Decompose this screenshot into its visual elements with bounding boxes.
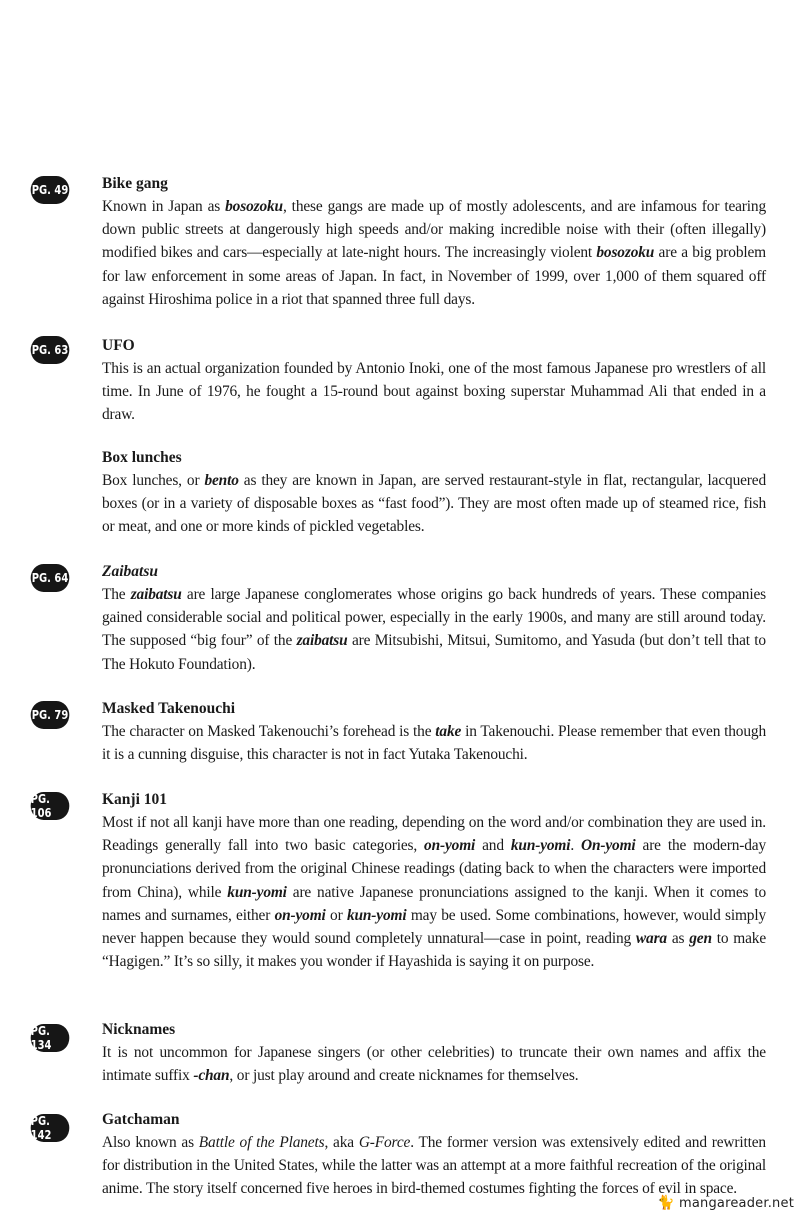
entry-title: Box lunches xyxy=(102,449,182,466)
body-text: or xyxy=(325,906,347,924)
emphasized-term: -chan xyxy=(193,1067,230,1085)
body-text: , these gangs are made up of mostly adolescents, and are infamous for tearing down public streets at dangerously high speeds and/or making incredible noise with their (often illegally) modified bikes and cars—especially at late-night hours. The increasingly violent xyxy=(102,198,766,262)
entry-body xyxy=(102,1131,766,1201)
body-text: as they are known in Japan, are served restaurant-style in flat, rectangular, lacquered boxes (or in a variety of disposable boxes as “fast food”). They are most often made up of steamed rice, fish or meat, and one or more kinds of pickled vegetables. xyxy=(102,472,767,536)
emphasized-term: kun-yomi xyxy=(510,837,571,855)
emphasized-term: gen xyxy=(689,930,712,948)
body-text: are Mitsubishi, Mitsui, Sumitomo, and Yasuda (but don’t tell that to The Hokuto Foundation). xyxy=(102,632,766,673)
entry-body xyxy=(102,720,766,766)
emphasized-term: kun-yomi xyxy=(227,883,287,901)
emphasized-term: bosozoku xyxy=(225,198,283,215)
entry-body xyxy=(102,1041,766,1087)
page-badge: PG. 79 xyxy=(31,701,70,729)
watermark xyxy=(657,1195,794,1211)
page-badge: PG. 64 xyxy=(31,564,70,592)
emphasized-term: kun-yomi xyxy=(346,906,407,924)
body-text: , or just play around and create nicknames for themselves. xyxy=(229,1067,579,1085)
body-text: The character on Masked Takenouchi’s forehead is the xyxy=(102,723,436,740)
body-text: . xyxy=(570,837,582,855)
body-text: Known in Japan as xyxy=(102,198,226,215)
emphasized-term: bosozoku xyxy=(596,244,655,262)
body-text: are large Japanese conglomerates whose origins go back hundreds of years. These companies gained considerable social and political power, especially in the early 1900s, and many are still around today. The supposed “big four” of the xyxy=(102,586,766,650)
emphasized-term: on-yomi xyxy=(424,837,476,855)
body-text: Most if not all kanji have more than one reading, depending on the word and/or combination they are used in. Readings generally fall into two basic categories, xyxy=(102,814,766,855)
entry-title: UFO xyxy=(102,337,135,354)
body-text: Also known as xyxy=(102,1134,199,1151)
emphasized-term: on-yomi xyxy=(274,906,326,924)
entry-body xyxy=(102,195,766,311)
page-badge: PG. 134 xyxy=(31,1024,70,1052)
body-text: are native Japanese pronunciations assigned to the kanji. When it comes to names and surnames, either xyxy=(102,883,766,924)
body-text: are the modern-day pronunciations derived from the original Chinese readings (dating back to when the characters were imported from China), while xyxy=(102,837,766,901)
entry-body xyxy=(102,469,766,539)
body-text: , aka xyxy=(324,1134,359,1151)
entry-title: Bike gang xyxy=(102,175,168,192)
body-text: to make “Hagigen.” It’s so silly, it makes you wonder if Hayashida is saying it on purpose. xyxy=(102,930,767,971)
entry-title: Zaibatsu xyxy=(102,563,158,580)
entry-title: Masked Takenouchi xyxy=(102,700,236,717)
body-text: in Takenouchi. Please remember that even though it is a cunning disguise, this character is not in fact Yutaka Takenouchi. xyxy=(102,723,766,764)
emphasized-term: On-yomi xyxy=(581,837,636,855)
body-text: This is an actual organization founded by Antonio Inoki, one of the most famous Japanese pro wrestlers of all time. In June of 1976, he fought a 15-round bout against boxing superstar Muhammad Ali that ended in a draw. xyxy=(102,360,766,424)
emphasized-term: zaibatsu xyxy=(130,586,182,603)
emphasized-term: Battle of the Planets xyxy=(198,1134,325,1151)
entry-title: Kanji 101 xyxy=(102,791,168,808)
entry-body xyxy=(102,357,766,427)
watermark-text: mangareader.net xyxy=(679,1195,794,1211)
emphasized-term: zaibatsu xyxy=(296,632,348,650)
page-badge: PG. 63 xyxy=(31,336,70,364)
emphasized-term: bento xyxy=(204,472,239,489)
body-text: as xyxy=(666,930,690,948)
entry-body xyxy=(102,811,766,973)
body-text: may be used. Some combinations, however, would simply never happen because they would sound completely unnatural—case in point, reading xyxy=(102,906,766,948)
page-badge: PG. 142 xyxy=(31,1114,70,1142)
entry-title: Gatchaman xyxy=(102,1111,180,1128)
emphasized-term: wara xyxy=(635,930,667,948)
body-text: The xyxy=(102,586,131,603)
emphasized-term: take xyxy=(435,723,462,740)
body-text: are a big problem for law enforcement in some areas of Japan. In fact, in November of 1999, over 1,000 of them squared off against Hiroshima police in a riot that spanned three full days. xyxy=(102,244,766,308)
body-text: and xyxy=(475,837,511,855)
body-text: . The former version was extensively edited and rewritten for distribution in the United States, while the latter was an attempt at a more faithful recreation of the original anime. The story itself concerned five heroes in bird-themed costumes fighting the forces of evil in space. xyxy=(102,1134,766,1198)
cat-logo-icon: 🐈 xyxy=(657,1195,676,1211)
page-badge: PG. 106 xyxy=(31,792,70,820)
emphasized-term: G-Force xyxy=(358,1134,411,1151)
entry-body xyxy=(102,583,766,676)
body-text: It is not uncommon for Japanese singers (or other celebrities) to truncate their own names and affix the intimate suffix xyxy=(102,1044,766,1085)
page-badge: PG. 49 xyxy=(31,176,70,204)
body-text: Box lunches, or xyxy=(102,472,205,489)
entry-title: Nicknames xyxy=(102,1021,176,1038)
